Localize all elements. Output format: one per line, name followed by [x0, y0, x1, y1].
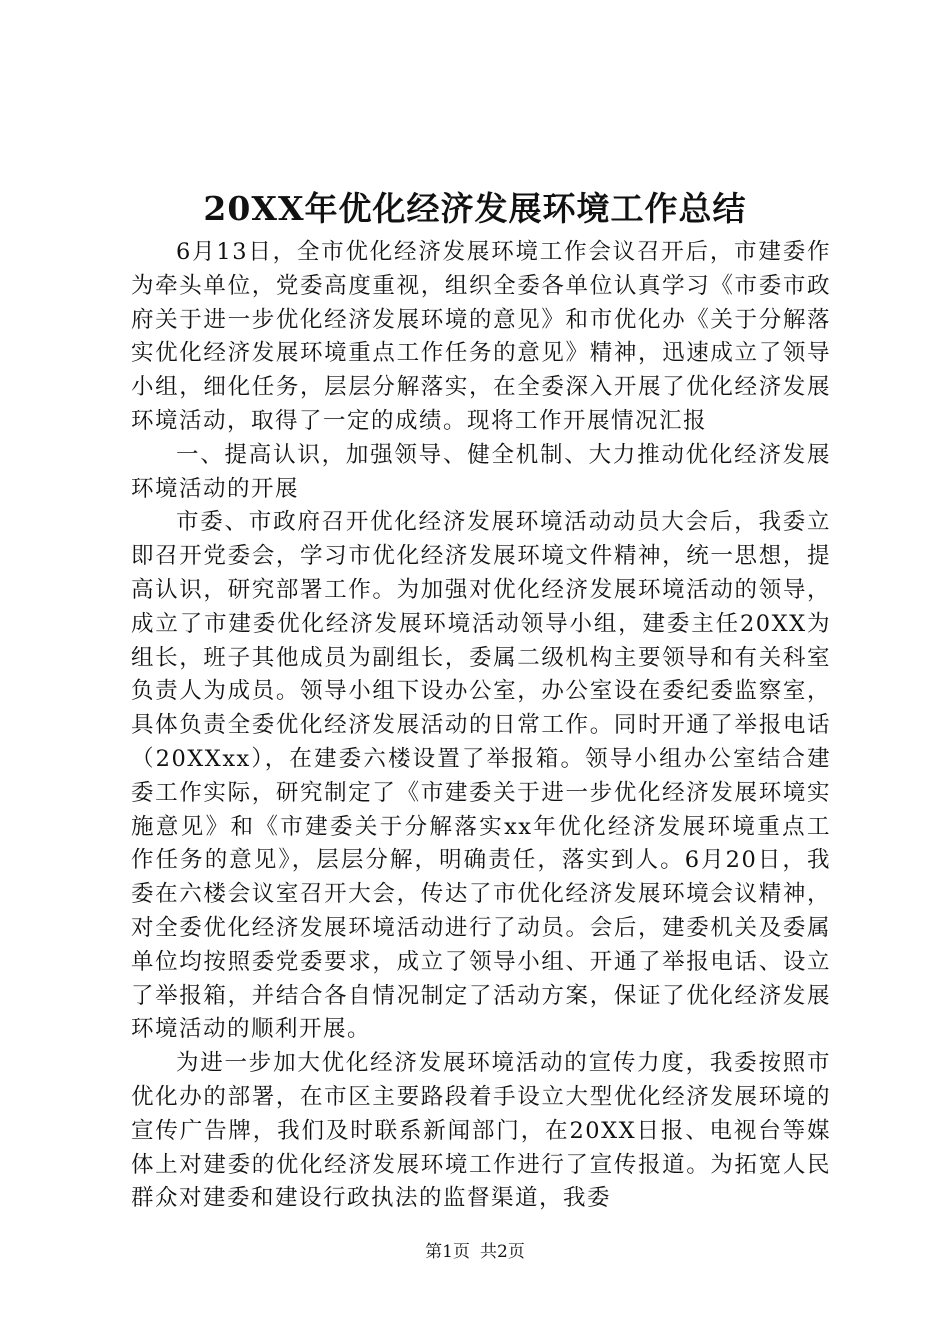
paragraph-publicity: 为进一步加大优化经济发展环境活动的宣传力度，我委按照市优化办的部署，在市区主要路段着手设立大型优化经济发展环境的宣传广告牌，我们及时联系新闻部门，在20XX日报、电视台等媒体上对建委的优化经济发展环境工作进行了宣传报道。为拓宽人民群众对建委和建设行政执法的监督渠道，我委	[131, 1050, 831, 1212]
page-total: 共2页	[480, 1242, 525, 1262]
document-title: 20XX年优化经济发展环境工作总结	[203, 189, 747, 228]
document-body	[131, 236, 831, 1216]
page-footer	[0, 1240, 950, 1264]
paragraph-section-1: 市委、市政府召开优化经济发展环境活动动员大会后，我委立即召开党委会，学习市优化经济发展环境文件精神，统一思想，提高认识，研究部署工作。为加强对优化经济发展环境活动的领导，成立了市建委优化经济发展环境活动领导小组，建委主任20XX为组长，班子其他成员为副组长，委属二级机构主要领导和有关科室负责人为成员。领导小组下设办公室，办公室设在委纪委监察室，具体负责全委优化经济发展活动的日常工作。同时开通了举报电话（20XXxx），在建委六楼设置了举报箱。领导小组办公室结合建委工作实际，研究制定了《市建委关于进一步优化经济发展环境实施意见》和《市建委关于分解落实xx年优化经济发展环境重点工作任务的意见》，层层分解，明确责任，落实到人。6月20日，我委在六楼会议室召开大会，传达了市优化经济发展环境会议精神，对全委优化经济发展环境活动进行了动员。会后，建委机关及委属单位均按照委党委要求，成立了领导小组、开通了举报电话、设立了举报箱，并结合各自情况制定了活动方案，保证了优化经济发展环境活动的顺利开展。	[131, 509, 831, 1043]
page-number: 第1页	[425, 1242, 470, 1262]
section-heading-1: 一、提高认识，加强领导、健全机制、大力推动优化经济发展环境活动的开展	[131, 441, 831, 502]
paragraph-intro: 6月13日，全市优化经济发展环境工作会议召开后，市建委作为牵头单位，党委高度重视，组织全委各单位认真学习《市委市政府关于进一步优化经济发展环境的意见》和市优化办《关于分解落实优化经济发展环境重点工作任务的意见》精神，迅速成立了领导小组，细化任务，层层分解落实，在全委深入开展了优化经济发展环境活动，取得了一定的成绩。现将工作开展情况汇报	[131, 239, 831, 434]
